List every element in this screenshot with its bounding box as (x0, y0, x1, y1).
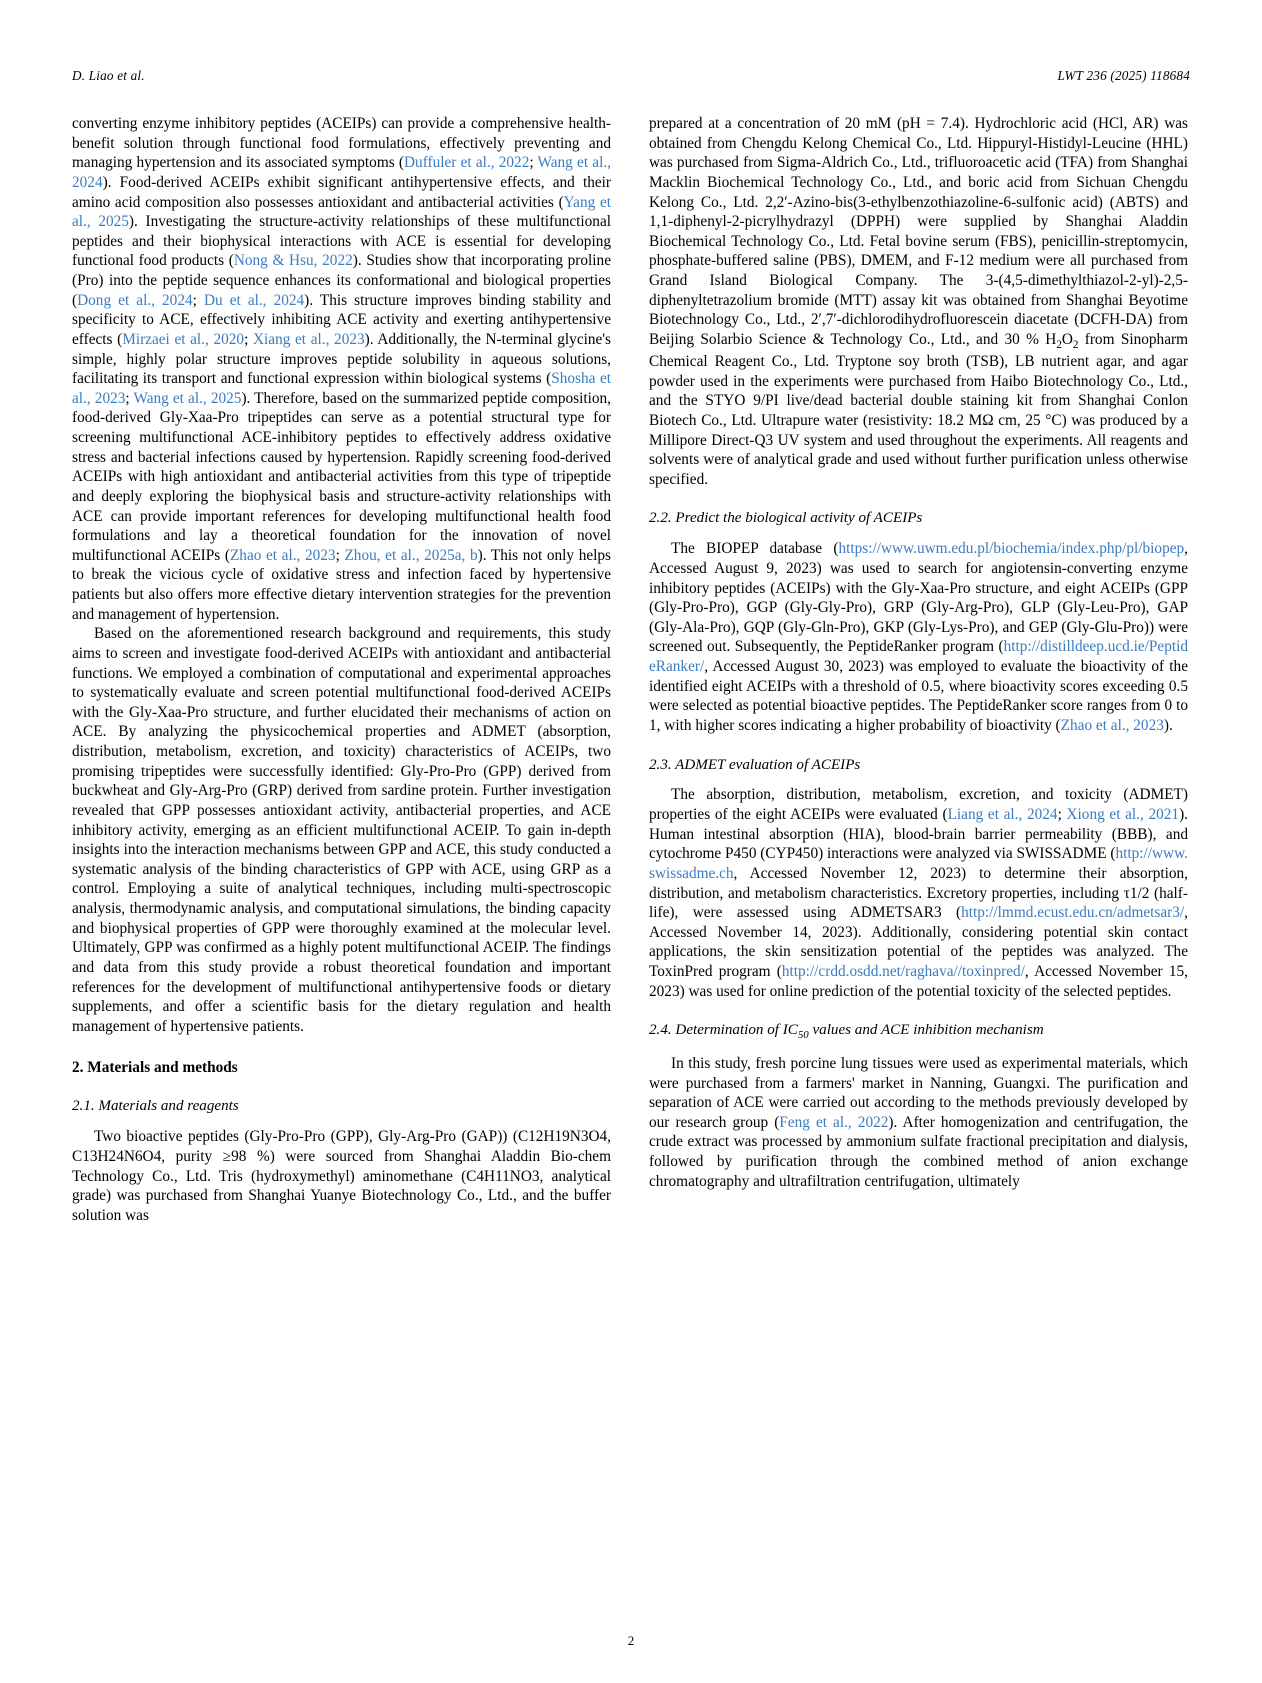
subsection-heading-2-2-predict-biological-activity: 2.2. Predict the biological activity of ACEIPs (649, 510, 923, 527)
text-run: The absorption, distribution, metabolism, excretion, and toxicity (ADMET) properties of the eight ACEIPs were evaluated ( (649, 786, 1188, 824)
subsection-heading-2-1-materials-and-reagents: 2.1. Materials and reagents (72, 1098, 239, 1115)
paragraph-2-1-body: Two bioactive peptides (Gly-Pro-Pro (GPP), Gly-Arg-Pro (GAP)) (C12H19N3O4, C13H24N6O4, purity ≥98 %) were sourced from Shanghai Aladdin Bio-chem Technology Co., Ltd. Tris (hydroxymethyl) aminomethane (C4H11NO3, analytical grade) was purchased from Shanghai Yuanye Biotechnology Co., Ltd., and the buffer solution was (72, 1128, 611, 1224)
two-column-body (72, 114, 1190, 1225)
text-run: converting enzyme inhibitory peptides (ACEIPs) can provide a comprehensive health-benefit solution through functional food formulations, effectively preventing and managing hypertension and its associated symptoms ( (72, 115, 611, 172)
text-run: , Accessed August 30, 2023) was employed to evaluate the bioactivity of the identified eight ACEIPs with a threshold of 0.5, where bioactivity scores exceeding 0.5 were selected as potential bioactive peptides. The PeptideRanker score ranges from 0 to 1, with higher scores indicating a higher probability of bioactivity ( (649, 658, 1188, 734)
right-column (649, 114, 1188, 1225)
text-run: from Sinopharm Chemical Reagent Co., Ltd. Tryptone soy broth (TSB), LB nutrient agar, and agar powder used in the experiments were purchased from Haibo Biotechnology Co., Ltd., and the STYO 9/PI live/dead bacterial double staining kit from Shanghai Conlon Biotech Co., Ltd. Ultrapure water (resistivity: 18.2 MΩ cm, 25 °C) was produced by a Millipore Direct-Q3 UV system and used throughout the experiments. All reagents and solvents were of analytical grade and used without further purification unless otherwise specified. (649, 330, 1188, 488)
text-run: ). (1163, 716, 1173, 734)
heading-text-run: 2.4. Determination of IC (649, 1022, 798, 1039)
text-run: ). Studies show that incorporating proline (Pro) into the peptide sequence enhances its conformational and biological properties ( (72, 252, 611, 309)
external-link-swissadme[interactable]: http://www.swissadme.ch (649, 845, 1188, 882)
text-run: O (1061, 330, 1073, 348)
citation-link-xiang-2023[interactable]: Xiang et al., 2023 (252, 330, 365, 348)
text-separator: ; (192, 291, 204, 309)
text-separator: ; (125, 389, 134, 407)
text-run: , Accessed November 15, 2023) was used for online prediction of the potential toxicity of the selected peptides. (649, 963, 1188, 1000)
text-run: ). Human intestinal absorption (HIA), blood-brain barrier permeability (BBB), and cytochrome P450 (CYP450) interactions were analyzed via SWISSADME ( (649, 806, 1188, 863)
text-run: ). Therefore, based on the summarized peptide composition, food-derived Gly-Xaa-Pro tripeptides can serve as a potential structural type for screening multifunctional ACE-inhibitory peptides to effectively address oxidative stress and bacterial infections caused by hypertension. Rapidly screening food-derived ACEIPs with high antioxidant and antibacterial activities from this type of tripeptide and deeply exploring the biophysical basis and structure-activity relationships with ACE can provide important references for developing multifunctional health food formulations and lay a theoretical foundation for the innovation of novel multifunctional ACEIPs ( (72, 389, 611, 564)
citation-link-liang-2024[interactable]: Liang et al., 2024 (947, 806, 1058, 824)
running-head (72, 68, 1190, 84)
subscript-2: 2 (1072, 338, 1079, 351)
external-link-admetsar3[interactable]: http://lmmd.ecust.edu.cn/admetsar3/ (961, 904, 1185, 922)
paragraph-2-1-continued (649, 114, 1188, 489)
left-column (72, 114, 611, 1225)
external-link-toxinpred[interactable]: http://crdd.osdd.net/raghava//toxinpred/ (781, 963, 1025, 981)
text-separator: ; (529, 154, 538, 172)
running-head-journal: LWT 236 (2025) 118684 (1057, 68, 1190, 83)
citation-link-feng-2022[interactable]: Feng et al., 2022 (779, 1113, 889, 1131)
text-run: ). This structure improves binding stability and specificity to ACE, effectively inhibiting ACE activity and exerting antihypertensive effects ( (72, 291, 611, 348)
text-separator: ; (1057, 806, 1067, 824)
citation-link-xiong-2021[interactable]: Xiong et al., 2021 (1066, 806, 1180, 824)
text-run: ). Investigating the structure-activity relationships of these multifunctional peptides and their biophysical interactions with ACE is essential for developing functional food products ( (72, 213, 611, 270)
citation-link-mirzaei-2020[interactable]: Mirzaei et al., 2020 (122, 330, 245, 348)
subscript-50: 50 (797, 1029, 809, 1042)
citation-link-dong-2024[interactable]: Dong et al., 2024 (77, 291, 193, 309)
text-run: The BIOPEP database ( (671, 540, 839, 558)
text-run: ). After homogenization and centrifugation, the crude extract was processed by ammonium sulfate fractional precipitation and dialysis, followed by purification through the combined method of anion exchange chromatography and ultrafiltration centrifugation, ultimately (649, 1113, 1188, 1190)
page-number: 2 (627, 1633, 635, 1648)
citation-link-zhao-2023[interactable]: Zhao et al., 2023 (229, 546, 336, 564)
section-heading-2-materials-and-methods: 2. Materials and methods (72, 1059, 238, 1077)
citation-link-du-2024[interactable]: Du et al., 2024 (203, 291, 305, 309)
heading-text-run: values and ACE inhibition mechanism (808, 1022, 1044, 1039)
text-run: , Accessed November 12, 2023) to determine their absorption, distribution, and metabolism characteristics. Excretory properties, including τ1/2 (half-life), were assessed using ADMETSAR3 ( (649, 864, 1188, 922)
citation-link-nong-hsu-2022[interactable]: Nong & Hsu, 2022 (233, 252, 353, 270)
citation-link-zhao-2023[interactable]: Zhao et al., 2023 (1060, 716, 1164, 734)
subsection-heading-2-3-admet-evaluation: 2.3. ADMET evaluation of ACEIPs (649, 756, 861, 773)
text-run: prepared at a concentration of 20 mM (pH = 7.4). Hydrochloric acid (HCl, AR) was obtained from Chengdu Kelong Chemical Co., Ltd. Hippuryl-Histidyl-Leucine (HHL) was purchased from Sigma-Aldrich Co., Ltd., trifluoroacetic acid (TFA) from Shanghai Macklin Biochemical Technology Co., Ltd., and boric acid from Sichuan Chengdu Kelong Co., Ltd. 2,2′-Azino-bis(3-ethylbenzothiazoline-6-sulfonic acid) (ABTS) and 1,1-diphenyl-2-picrylhydrazyl (DPPH) were supplied by Shanghai Aladdin Biochemical Technology Co., Ltd. Fetal bovine serum (FBS), penicillin-streptomycin, phosphate-buffered saline (PBS), DMEM, and F-12 medium were all purchased from Grand Island Biological Company. The 3-(4,5-dimethylthiazol-2-yl)-2,5-diphenyltetrazolium bromide (MTT) assay kit was obtained from Shanghai Beyotime Biotechnology Co., Ltd., 2′,7′-dichlorodihydrofluorescein diacetate (DCFH-DA) from Beijing Solarbio Science & Technology Co., Ltd., and 30 % H (649, 115, 1188, 348)
paragraph-2-2-body (649, 539, 1188, 735)
citation-link-zhou-2025ab[interactable]: Zhou, et al., 2025a, b (344, 546, 478, 564)
text-run: , Accessed August 9, 2023) was used to search for angiotensin-converting enzyme inhibitory peptides (ACEIPs) with the Gly-Xaa-Pro structure, and eight ACEIPs (GPP (Gly-Pro-Pro), GGP (Gly-Gly-Pro), GRP (Gly-Arg-Pro), GLP (Gly-Leu-Pro), GAP (Gly-Ala-Pro), GQP (Gly-Gln-Pro), GKP (Gly-Lys-Pro), and GEP (Gly-Glu-Pro)) were screened out. Subsequently, the PeptideRanker program ( (649, 540, 1188, 656)
text-separator: ; (335, 546, 345, 564)
citation-link-wang-2025[interactable]: Wang et al., 2025 (133, 389, 242, 407)
citation-link-duffuler-2022[interactable]: Duffuler et al., 2022 (404, 154, 530, 172)
text-run: In this study, fresh porcine lung tissues were used as experimental materials, which were purchased from a farmers' market in Nanning, Guangxi. The purification and separation of ACE were carried out according to the methods previously developed by our research group ( (649, 1054, 1188, 1131)
citation-link-shosha-2023[interactable]: Shosha et al., 2023 (72, 370, 612, 407)
paragraph-intro-continued (72, 114, 611, 624)
external-link-peptideranker[interactable]: http://distilldeep.ucd.ie/PeptideRanker/ (649, 638, 1188, 676)
text-run: ). This not only helps to break the vicious cycle of oxidative stress and infection faced by hypertensive patients but also offers more effective dietary intervention strategies for the prevention and management of hypertension. (72, 546, 611, 623)
subsection-heading-2-4-ic50-determination (649, 1021, 1188, 1043)
running-head-authors: D. Liao et al. (72, 68, 145, 83)
paragraph-study-aims: Based on the aforementioned research background and requirements, this study aims to screen and investigate food-derived ACEIPs with antioxidant and antibacterial functions. We employed a combination of computational and experimental approaches to systematically evaluate and screen potential multifunctional food-derived ACEIPs with the Gly-Xaa-Pro structure, and further elucidated their mechanisms of action on ACE. By analyzing the physicochemical properties and ADMET (absorption, distribution, metabolism, excretion, and toxicity) characteristics of ACEIPs, two promising tripeptides were successfully identified: Gly-Pro-Pro (GPP) derived from buckwheat and Gly-Arg-Pro (GRP) derived from sardine protein. Further investigation revealed that GPP possesses antioxidant activity, antibacterial properties, and ACE inhibitory activity, emerging as an efficient multifunctional ACEIP. To gain in-depth insights into the interaction mechanisms between GPP and ACE, this study conducted a systematic analysis of the binding characteristics of GPP with ACE, using GRP as a control. Employing a suite of analytical techniques, including multi-spectroscopic analysis, thermodynamic analysis, and computational simulations, the binding capacity and biophysical properties of GPP were thoroughly examined at the molecular level. Ultimately, GPP was confirmed as a highly potent multifunctional ACEIP. The findings and data from this study provide a robust theoretical foundation and important references for the development of multifunctional antihypertensive foods or dietary supplements, and offer a scientific basis for the dietary regulation and health management of hypertensive patients. (72, 625, 611, 1035)
text-run: ). Additionally, the N-terminal glycine's simple, highly polar structure improves peptide solubility in aqueous solutions, facilitating its transport and functional expression within biological systems ( (72, 330, 612, 388)
citation-link-wang-2024[interactable]: Wang et al., 2024 (72, 154, 611, 191)
subscript-2: 2 (1056, 338, 1062, 351)
citation-link-yang-2025[interactable]: Yang et al., 2025 (72, 193, 612, 231)
text-separator: ; (244, 330, 253, 348)
text-run: ). Food-derived ACEIPs exhibit significant antihypertensive effects, and their amino acid composition also possesses antioxidant and antibacterial activities ( (72, 173, 611, 211)
paragraph-2-3-body (649, 785, 1188, 1001)
paragraph-2-4-body (649, 1054, 1188, 1191)
external-link-biopep-database[interactable]: https://www.uwm.edu.pl/biochemia/index.php/pl/biopep (838, 540, 1185, 558)
text-run: , Accessed November 14, 2023). Additionally, considering potential skin contact applications, the skin sensitization potential of the peptides was analyzed. The ToxinPred program ( (649, 904, 1188, 981)
